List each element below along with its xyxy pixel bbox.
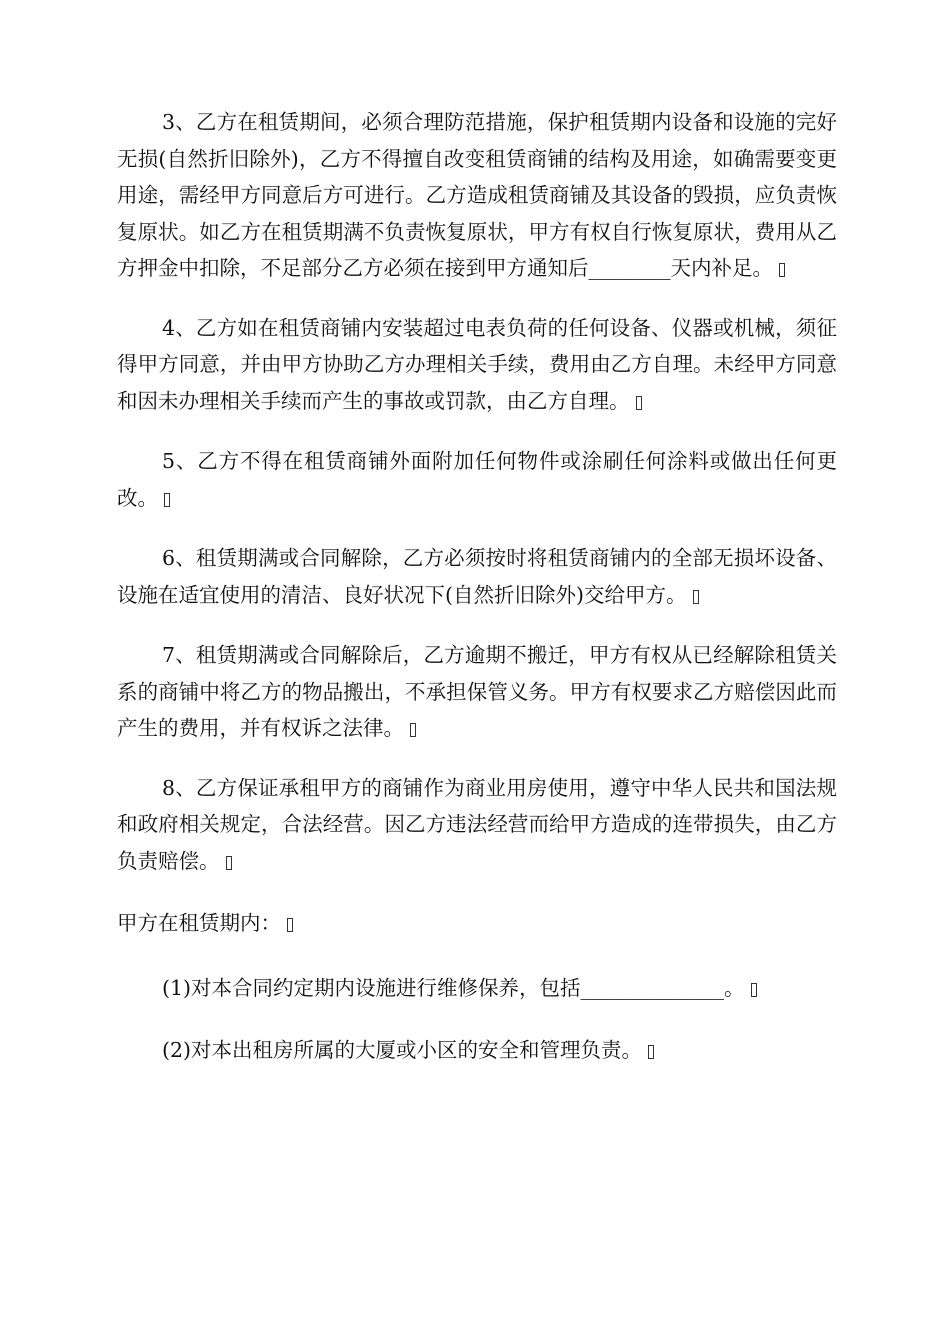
- clause-4-text: 4、乙方如在租赁商铺内安装超过电表负荷的任何设备、仪器或机械，须征得甲方同意，并由甲方协助乙方办理相关手续，费用由乙方自理。未经甲方同意和因未办理相关手续而产生的事故或罚款，由乙方自理。: [117, 315, 837, 413]
- section-heading-text: 甲方在租赁期内：: [117, 911, 281, 935]
- paragraph-mark-icon: [779, 263, 785, 277]
- paragraph-mark-icon: [648, 1045, 654, 1059]
- clause-8-text: 8、乙方保证承租甲方的商铺作为商业用房使用，遵守中华人民共和国法规和政府相关规定，合法经营。因乙方违法经营而给甲方造成的连带损失，由乙方负责赔偿。: [117, 775, 837, 873]
- clause-3: [117, 104, 837, 287]
- paragraph-mark-icon: [693, 590, 699, 604]
- clause-8: [117, 770, 837, 880]
- section-heading: [117, 905, 837, 942]
- clause-5-text: 5、乙方不得在租赁商铺外面附加任何物件或涂刷任何涂料或做出任何更改。: [117, 449, 837, 510]
- paragraph-mark-icon: [636, 396, 642, 410]
- paragraph-mark-icon: [226, 856, 232, 870]
- clause-3-text: 3、乙方在租赁期间，必须合理防范措施，保护租赁期内设备和设施的完好无损(自然折旧除外)，乙方不得擅自改变租赁商铺的结构及用途，如确需要变更用途，需经甲方同意后方可进行。乙方造成租赁商铺及其设备的毁损，应负责恢复原状。如乙方在租赁期满不负责恢复原状，甲方有权自行恢复原状，费用从乙方押金中扣除，不足部分乙方必须在接到甲方通知后________天内补足。: [117, 110, 837, 280]
- clause-6-text: 6、租赁期满或合同解除，乙方必须按时将租赁商铺内的全部无损坏设备、设施在适宜使用的清洁、良好状况下(自然折旧除外)交给甲方。: [117, 546, 837, 607]
- paragraph-mark-icon: [287, 918, 293, 932]
- list-item-1: [117, 970, 837, 1007]
- list-item-1-text: (1)对本合同约定期内设施进行维修保养，包括______________。: [162, 975, 745, 1000]
- clause-7-text: 7、租赁期满或合同解除后，乙方逾期不搬迁，甲方有权从已经解除租赁关系的商铺中将乙方的物品搬出，不承担保管义务。甲方有权要求乙方赔偿因此而产生的费用，并有权诉之法律。: [117, 643, 837, 740]
- list-item-2: [117, 1032, 837, 1069]
- clause-6: [117, 540, 837, 613]
- clause-4: [117, 310, 837, 420]
- paragraph-mark-icon: [164, 493, 170, 507]
- clause-7: [117, 637, 837, 747]
- clause-5: [117, 443, 837, 516]
- list-item-2-text: (2)对本出租房所属的大厦或小区的安全和管理负责。: [162, 1038, 643, 1062]
- paragraph-mark-icon: [410, 723, 416, 737]
- paragraph-mark-icon: [751, 983, 757, 997]
- document-page: [117, 104, 837, 1093]
